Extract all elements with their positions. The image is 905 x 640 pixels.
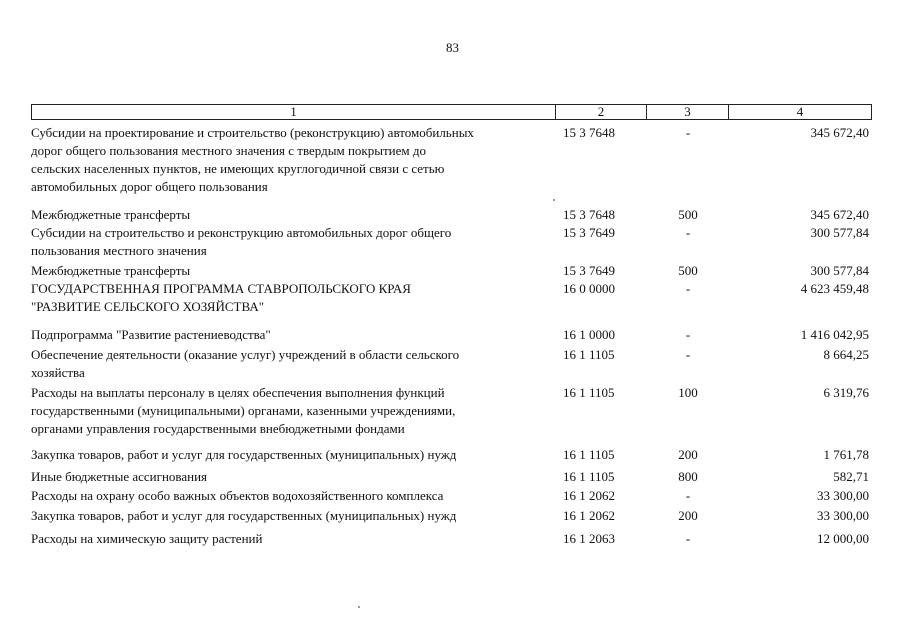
row-name: [31, 224, 551, 260]
row-expense-type: -: [685, 347, 691, 362]
row-amount: 1 416 042,95: [800, 327, 869, 342]
row-code: 16 1 1105: [563, 385, 615, 400]
row-expense-type: 800: [678, 469, 698, 484]
row-name-line: Иные бюджетные ассигнования: [31, 469, 208, 484]
page-number: 83: [446, 40, 459, 55]
row-name: [31, 384, 551, 438]
row-amount: 582,71: [833, 469, 869, 484]
row-name-line: пользования местного значения: [31, 243, 207, 258]
row-name: [31, 206, 551, 224]
row-expense-type: 500: [678, 207, 698, 222]
row-code: 16 1 1105: [563, 447, 615, 462]
row-code: 16 1 1105: [563, 347, 615, 362]
row-amount: 33 300,00: [817, 508, 869, 523]
row-expense-type: 500: [678, 263, 698, 278]
row-name-line: Расходы на охрану особо важных объектов водохозяйственного комплекса: [31, 488, 444, 503]
header-col-1: 1: [32, 105, 556, 119]
scan-speck: [553, 199, 555, 201]
row-amount: 345 672,40: [810, 207, 869, 222]
row-name-line: "РАЗВИТИЕ СЕЛЬСКОГО ХОЗЯЙСТВА": [31, 299, 265, 314]
row-name-line: Закупка товаров, работ и услуг для государственных (муниципальных) нужд: [31, 447, 457, 462]
row-name: [31, 487, 551, 505]
row-name: [31, 124, 551, 196]
row-code: 16 1 2062: [563, 508, 615, 523]
row-name: [31, 262, 551, 280]
row-name-line: Подпрограмма "Развитие растениеводства": [31, 327, 271, 342]
row-name-line: дорог общего пользования местного значения с твердым покрытием до: [31, 143, 426, 158]
row-name: [31, 468, 551, 486]
row-amount: 33 300,00: [817, 488, 869, 503]
row-name-line: Межбюджетные трансферты: [31, 263, 191, 278]
row-name-line: сельских населенных пунктов, не имеющих круглогодичной связи с сетью: [31, 161, 445, 176]
row-expense-type: -: [685, 327, 691, 342]
row-amount: 300 577,84: [810, 225, 869, 240]
row-name: [31, 280, 551, 316]
scan-speck: [358, 606, 360, 608]
table-header: [31, 104, 872, 120]
row-expense-type: -: [685, 125, 691, 140]
row-name: [31, 446, 551, 464]
row-expense-type: -: [685, 225, 691, 240]
row-name-line: Расходы на выплаты персоналу в целях обеспечения выполнения функций: [31, 385, 445, 400]
row-expense-type: 200: [678, 508, 698, 523]
row-code: 15 3 7649: [563, 263, 615, 278]
row-amount: 8 664,25: [823, 347, 869, 362]
row-code: 16 0 0000: [563, 281, 615, 296]
row-amount: 6 319,76: [823, 385, 869, 400]
row-code: 16 1 2063: [563, 531, 615, 546]
row-expense-type: -: [685, 531, 691, 546]
header-col-2: 2: [556, 105, 647, 119]
row-amount: 345 672,40: [810, 125, 869, 140]
row-expense-type: -: [685, 281, 691, 296]
row-code: 15 3 7648: [563, 207, 615, 222]
row-name-line: Обеспечение деятельности (оказание услуг) учреждений в области сельского: [31, 347, 460, 362]
row-name-line: автомобильных дорог общего пользования: [31, 179, 268, 194]
row-amount: 4 623 459,48: [800, 281, 869, 296]
header-col-3: 3: [647, 105, 729, 119]
row-name-line: хозяйства: [31, 365, 85, 380]
row-name-line: Субсидии на строительство и реконструкцию автомобильных дорог общего: [31, 225, 452, 240]
row-name-line: ГОСУДАРСТВЕННАЯ ПРОГРАММА СТАВРОПОЛЬСКОГО КРАЯ: [31, 281, 411, 296]
row-name: [31, 346, 551, 382]
row-code: 15 3 7648: [563, 125, 615, 140]
row-amount: 1 761,78: [823, 447, 869, 462]
row-expense-type: 200: [678, 447, 698, 462]
row-name-line: органами управления государственными внебюджетными фондами: [31, 421, 405, 436]
row-name-line: Межбюджетные трансферты: [31, 207, 191, 222]
row-amount: 12 000,00: [817, 531, 869, 546]
row-name-line: Закупка товаров, работ и услуг для государственных (муниципальных) нужд: [31, 508, 457, 523]
row-expense-type: -: [685, 488, 691, 503]
row-name: [31, 530, 551, 548]
row-expense-type: 100: [678, 385, 698, 400]
row-name: [31, 326, 551, 344]
header-col-4: 4: [796, 104, 804, 119]
row-code: 15 3 7649: [563, 225, 615, 240]
row-name-line: Расходы на химическую защиту растений: [31, 531, 263, 546]
row-amount: 300 577,84: [810, 263, 869, 278]
row-name: [31, 507, 551, 525]
row-name-line: государственными (муниципальными) органами, казенными учреждениями,: [31, 403, 456, 418]
row-code: 16 1 2062: [563, 488, 615, 503]
row-code: 16 1 0000: [563, 327, 615, 342]
row-name-line: Субсидии на проектирование и строительство (реконструкцию) автомобильных: [31, 125, 474, 140]
row-code: 16 1 1105: [563, 469, 615, 484]
